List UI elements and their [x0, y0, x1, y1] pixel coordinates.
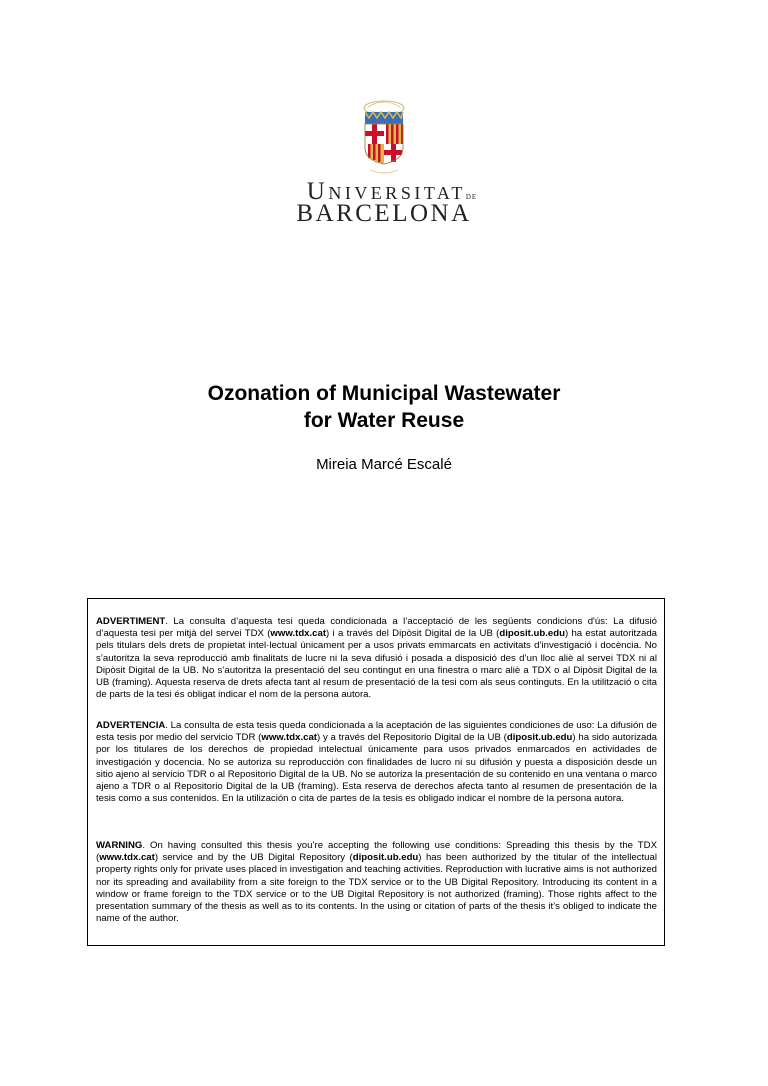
- thesis-title-line2: for Water Reuse: [303, 409, 465, 432]
- diposit-link: diposit.ub.edu: [506, 732, 573, 744]
- university-name-suffix: de: [465, 191, 478, 202]
- notice-catalan-text-2: ) i a través del Dipòsit Digital de la UB (: [326, 628, 500, 640]
- thesis-title-line1: Ozonation of Municipal Wastewater: [207, 382, 561, 405]
- tdx-link: www.tdx.cat: [99, 852, 155, 864]
- diposit-link: diposit.ub.edu: [499, 628, 565, 640]
- thesis-author: Mireia Marcé Escalé: [316, 456, 452, 473]
- notice-spanish-text-3: ) ha sido autorizada por los titulares de los derechos de propiedad intelectual únicamente para usos privados enmarcados en actividades de investigación y docencia. No se autoriza su reproducción con finalidades de lucro ni su difusión y puesta a disposición desde un sitio ajeno al servicio TDR o al Repositorio Digital de la UB. No se autoriza la presentación de su contenido en una ventana o marco ajeno a TDR o al Repositorio Digital de la UB (framing). Esta reserva de derechos afecta tanto al resumen de presentación de la tesis como a sus contenidos. En la utilización o cita de partes de la tesis es obligado indicar el nombre de la persona autora.: [96, 732, 658, 805]
- notice-english-text-2: ) service and by the UB Digital Repository (: [154, 852, 353, 864]
- thesis-title: [0, 380, 768, 434]
- notice-spanish: [96, 720, 657, 805]
- notice-spanish-label: ADVERTENCIA: [96, 720, 166, 731]
- notice-english-text-1: . On having consulted this thesis you’re accepting the following use conditions: Spreading this thesis by the TDX (: [96, 840, 657, 864]
- university-name-main: Universitat: [306, 178, 466, 205]
- usage-notice-box: [87, 598, 665, 946]
- notice-english: [96, 840, 657, 925]
- notice-catalan-label: ADVERTIMENT: [96, 616, 166, 627]
- notice-catalan-text-3: ) ha estat autoritzada pels titulars dels drets de propietat intel·lectual únicament per a usos privats emmarcats en activitats d’investigació i docència. No s’autoritza la seva reproducció amb finalitats de lucre ni la seva difusió i posada a disposició des d’un lloc aliè al servei TDX ni al Dipòsit Digital de la UB. No s’autoritza la presentació del seu contingut en una finestra o marc aliè a TDX o al Dipòsit Digital de la UB (framing). Aquesta reserva de drets afecta tant al resum de presentació de la tesi com als seus continguts. En la utilització o cita de parts de la tesi és obligat indicar el nom de la persona autora.: [96, 628, 657, 701]
- university-logo-icon: [360, 98, 408, 176]
- notice-english-text-3: ) has been authorized by the titular of the intellectual property rights only for private uses placed in investigation and teaching activities. Reproduction with lucrative aims is not authorized nor its spreading and availability from a site foreign to the TDX service or to the UB Digital Repository. Introducing its content in a window or frame foreign to the TDX service or to the UB Digital Repository is not authorized (framing). Those rights affect to the presentation summary of the thesis as well as to its contents. In the using or citation of parts of the thesis it’s obliged to indicate the name of the author.: [96, 852, 657, 925]
- tdx-link: www.tdx.cat: [261, 732, 317, 744]
- university-name-line2: BARCELONA: [296, 200, 472, 227]
- notice-catalan: [96, 616, 657, 701]
- tdx-link: www.tdx.cat: [270, 628, 327, 640]
- diposit-link: diposit.ub.edu: [352, 852, 419, 864]
- notice-catalan-text-1: . La consulta d’aquesta tesi queda condicionada a l’acceptació de les següents condicions d'ús: La difusió d’aquesta tesi per mitjà del servei TDX (: [96, 616, 657, 640]
- notice-english-label: WARNING: [96, 840, 143, 851]
- notice-spanish-text-1: . La consulta de esta tesis queda condicionada a la aceptación de las siguientes condiciones de uso: La difusión de esta tesis por medio del servicio TDR (: [96, 720, 657, 744]
- notice-spanish-text-2: ) y a través del Repositorio Digital de la UB (: [316, 732, 507, 744]
